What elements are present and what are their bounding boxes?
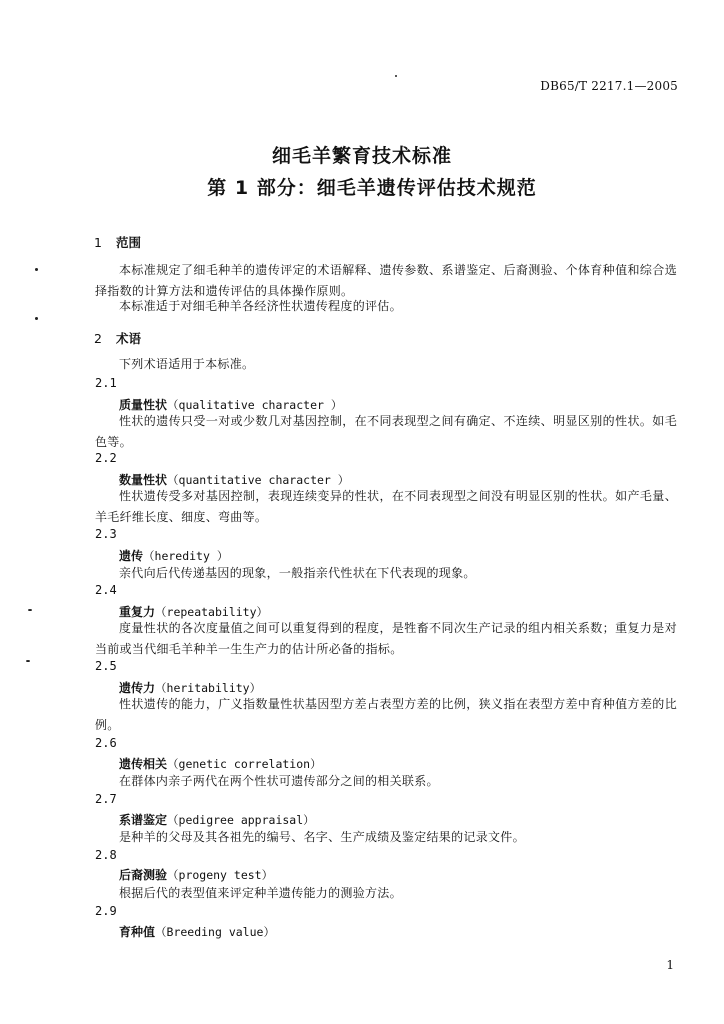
term-number: 2.2 bbox=[95, 451, 117, 465]
term-title bbox=[119, 923, 275, 940]
term-number: 2.8 bbox=[95, 848, 117, 862]
scope-paragraph: 本标准规定了细毛种羊的遗传评定的术语解释、遗传参数、系谱鉴定、后裔测验、个体育种值和综合选择指数的计算方法和遗传评估的具体操作原则。 bbox=[95, 263, 677, 298]
term-english: （pedigree appraisal） bbox=[167, 813, 315, 827]
term-definition: 根据后代的表型值来评定种羊遗传能力的测验方法。 bbox=[119, 886, 402, 900]
section-number: 1 bbox=[94, 235, 102, 250]
term-title bbox=[119, 547, 228, 564]
term-chinese: 系谱鉴定 bbox=[119, 813, 168, 827]
scan-speck bbox=[35, 268, 38, 271]
term-chinese: 育种值 bbox=[119, 925, 156, 939]
term-chinese: 数量性状 bbox=[119, 473, 168, 487]
document-title: 细毛羊繁育技术标准 bbox=[271, 145, 452, 167]
term-chinese: 后裔测验 bbox=[119, 868, 168, 882]
scan-speck bbox=[35, 317, 38, 320]
term-number: 2.6 bbox=[95, 736, 117, 750]
term-definition: 性状遗传的能力，广义指数量性状基因型方差占表型方差的比例，狭义指在表型方差中育种值方差的比例。 bbox=[95, 697, 677, 732]
scan-speck bbox=[395, 75, 397, 77]
term-english: （quantitative character ） bbox=[167, 473, 350, 487]
term-number: 2.5 bbox=[95, 659, 117, 673]
term-definition: 性状遗传受多对基因控制，表现连续变异的性状，在不同表现型之间没有明显区别的性状。如产毛量、羊毛纤维长度、细度、弯曲等。 bbox=[95, 489, 677, 524]
term-english: （heritability） bbox=[155, 681, 262, 695]
term-english: （progeny test） bbox=[167, 868, 274, 882]
term-english: （heredity ） bbox=[143, 549, 229, 563]
term-title bbox=[119, 811, 315, 828]
document-subtitle: 第 1 部分：细毛羊遗传评估技术规范 bbox=[207, 177, 537, 199]
term-english: （Breeding value） bbox=[155, 925, 275, 939]
term-definition: 亲代向后代传递基因的现象，一般指亲代性状在下代表现的现象。 bbox=[119, 566, 476, 580]
term-chinese: 重复力 bbox=[119, 605, 156, 619]
term-definition: 在群体内亲子两代在两个性状可遗传部分之间的相关联系。 bbox=[119, 774, 439, 788]
term-number: 2.9 bbox=[95, 904, 117, 918]
term-definition: 是种羊的父母及其各祖先的编号、名字、生产成绩及鉴定结果的记录文件。 bbox=[119, 830, 525, 844]
term-chinese: 遗传相关 bbox=[119, 757, 168, 771]
term-english: （qualitative character ） bbox=[167, 398, 343, 412]
term-english: （repeatability） bbox=[155, 605, 269, 619]
scope-applicability: 本标准适于对细毛种羊各经济性状遗传程度的评估。 bbox=[119, 299, 402, 313]
term-number: 2.7 bbox=[95, 792, 117, 806]
term-number: 2.4 bbox=[95, 583, 117, 597]
section-title: 术语 bbox=[116, 331, 142, 346]
term-number: 2.1 bbox=[95, 376, 117, 390]
term-definition: 性状的遗传只受一对或少数几对基因控制，在不同表现型之间有确定、不连续、明显区别的性状。如毛色等。 bbox=[95, 414, 677, 449]
scan-speck bbox=[28, 609, 32, 611]
section-heading-scope bbox=[94, 233, 141, 251]
term-title bbox=[119, 755, 322, 772]
document-code: DB65/T 2217.1—2005 bbox=[540, 79, 678, 93]
terms-intro: 下列术语适用于本标准。 bbox=[119, 357, 255, 371]
term-english: （genetic correlation） bbox=[167, 757, 322, 771]
term-chinese: 质量性状 bbox=[119, 398, 168, 412]
page-number: 1 bbox=[666, 958, 674, 972]
term-title bbox=[119, 866, 273, 883]
term-number: 2.3 bbox=[95, 527, 117, 541]
scan-speck bbox=[26, 660, 30, 662]
section-heading-terms bbox=[94, 329, 141, 347]
section-title: 范围 bbox=[116, 235, 142, 250]
term-definition: 度量性状的各次度量值之间可以重复得到的程度，是牲畜不同次生产记录的组内相关系数；重复力是对当前或当代细毛羊种羊一生生产力的估计所必备的指标。 bbox=[95, 621, 677, 656]
term-chinese: 遗传 bbox=[119, 549, 144, 563]
term-chinese: 遗传力 bbox=[119, 681, 156, 695]
section-number: 2 bbox=[94, 331, 102, 346]
